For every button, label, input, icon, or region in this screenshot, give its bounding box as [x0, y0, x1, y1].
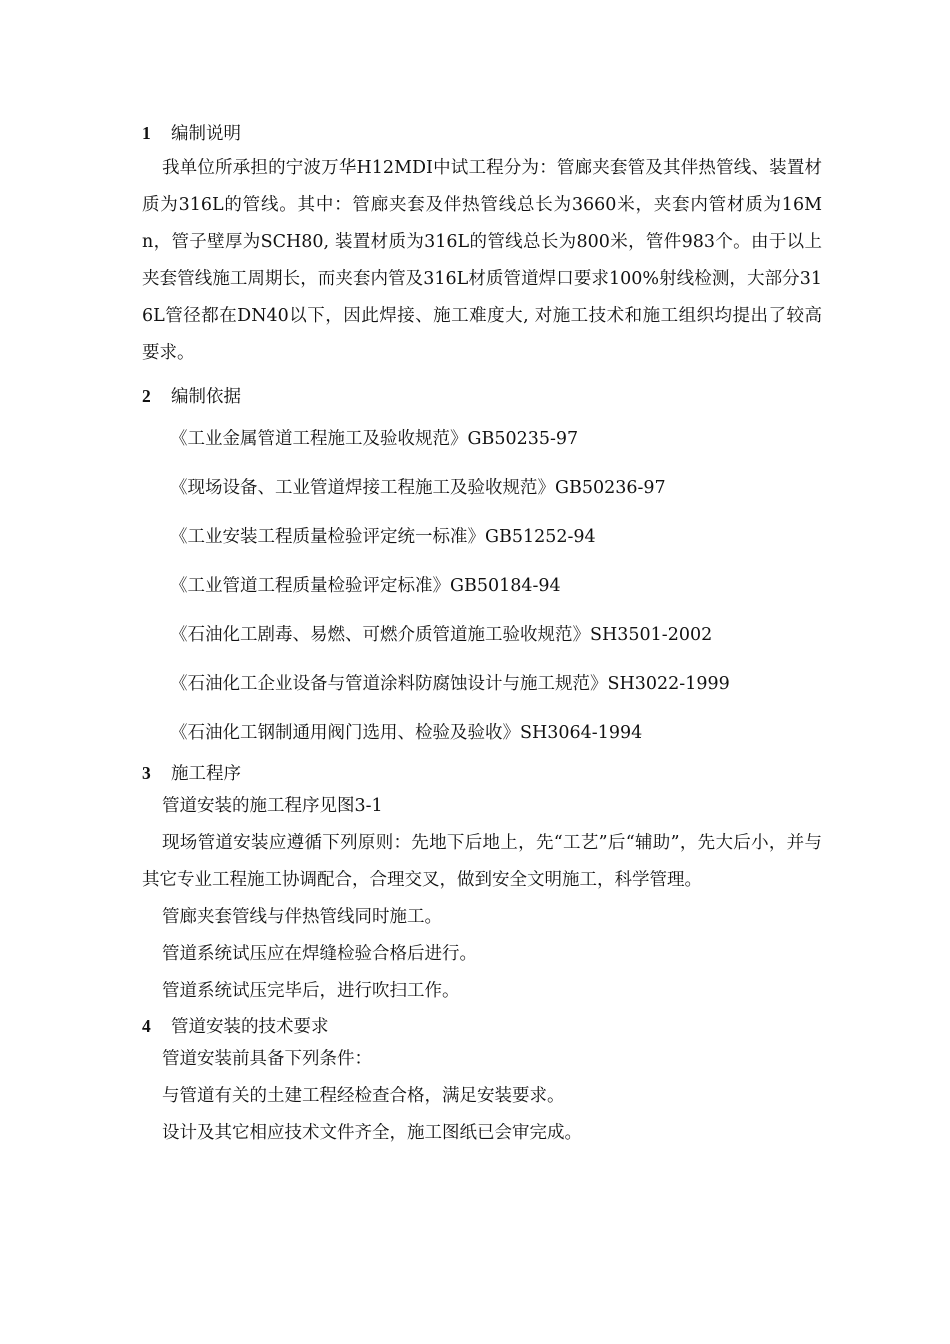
section-2-heading [142, 381, 822, 411]
reference-list [142, 424, 822, 754]
reference-item: 《现场设备、工业管道焊接工程施工及验收规范》GB50236-97 [170, 478, 666, 498]
body-line: 管道安装的施工程序见图3-1 [162, 796, 383, 816]
body-line: 管道系统试压完毕后，进行吹扫工作。 [162, 981, 460, 1001]
section-title: 编制说明 [171, 124, 241, 144]
reference-item: 《石油化工钢制通用阀门选用、检验及验收》SH3064-1994 [170, 723, 643, 743]
section-number: 3 [142, 763, 151, 783]
section-title: 施工程序 [171, 764, 241, 784]
section-title: 管道安装的技术要求 [171, 1017, 329, 1037]
reference-item: 《工业金属管道工程施工及验收规范》GB50235-97 [170, 429, 579, 449]
body-line: 管道安装前具备下列条件： [162, 1049, 372, 1069]
reference-item: 《工业管道工程质量检验评定标准》GB50184-94 [170, 576, 561, 596]
body-line: 管道系统试压应在焊缝检验合格后进行。 [162, 944, 477, 964]
reference-item: 《工业安装工程质量检验评定统一标准》GB51252-94 [170, 527, 596, 547]
section-1-heading [142, 118, 822, 148]
body-line: 管廊夹套管线与伴热管线同时施工。 [162, 907, 442, 927]
section-4-heading [142, 1011, 822, 1041]
section-number: 1 [142, 123, 151, 143]
section-title: 编制依据 [171, 387, 241, 407]
document-content [142, 118, 822, 1152]
section-3-heading [142, 758, 822, 788]
section-number: 4 [142, 1016, 151, 1036]
section-1-paragraph: 我单位所承担的宁波万华H12MDI中试工程分为：管廊夹套管及其伴热管线、装置材质为316L的管线。其中：管廊夹套及伴热管线总长为3660米，夹套内管材质为16Mn，管子壁厚为SCH80, 装置材质为316L的管线总长为800米，管件983个。由于以上夹套管线施工周期长，而夹套内管及316L材质管道焊口要求100%射线检测，大部分316L管径都在DN40以下，因此焊接、施工难度大, 对施工技术和施工组织均提出了较高要求。 [142, 158, 822, 363]
reference-item: 《石油化工企业设备与管道涂料防腐蚀设计与施工规范》SH3022-1999 [170, 674, 730, 694]
reference-item: 《石油化工剧毒、易燃、可燃介质管道施工验收规范》SH3501-2002 [170, 625, 713, 645]
body-paragraph: 现场管道安装应遵循下列原则：先地下后地上，先“工艺”后“辅助”，先大后小，并与其它专业工程施工协调配合，合理交叉，做到安全文明施工，科学管理。 [142, 833, 822, 890]
body-line: 设计及其它相应技术文件齐全，施工图纸已会审完成。 [162, 1123, 582, 1143]
body-line: 与管道有关的土建工程经检查合格，满足安装要求。 [162, 1086, 565, 1106]
section-number: 2 [142, 386, 151, 406]
